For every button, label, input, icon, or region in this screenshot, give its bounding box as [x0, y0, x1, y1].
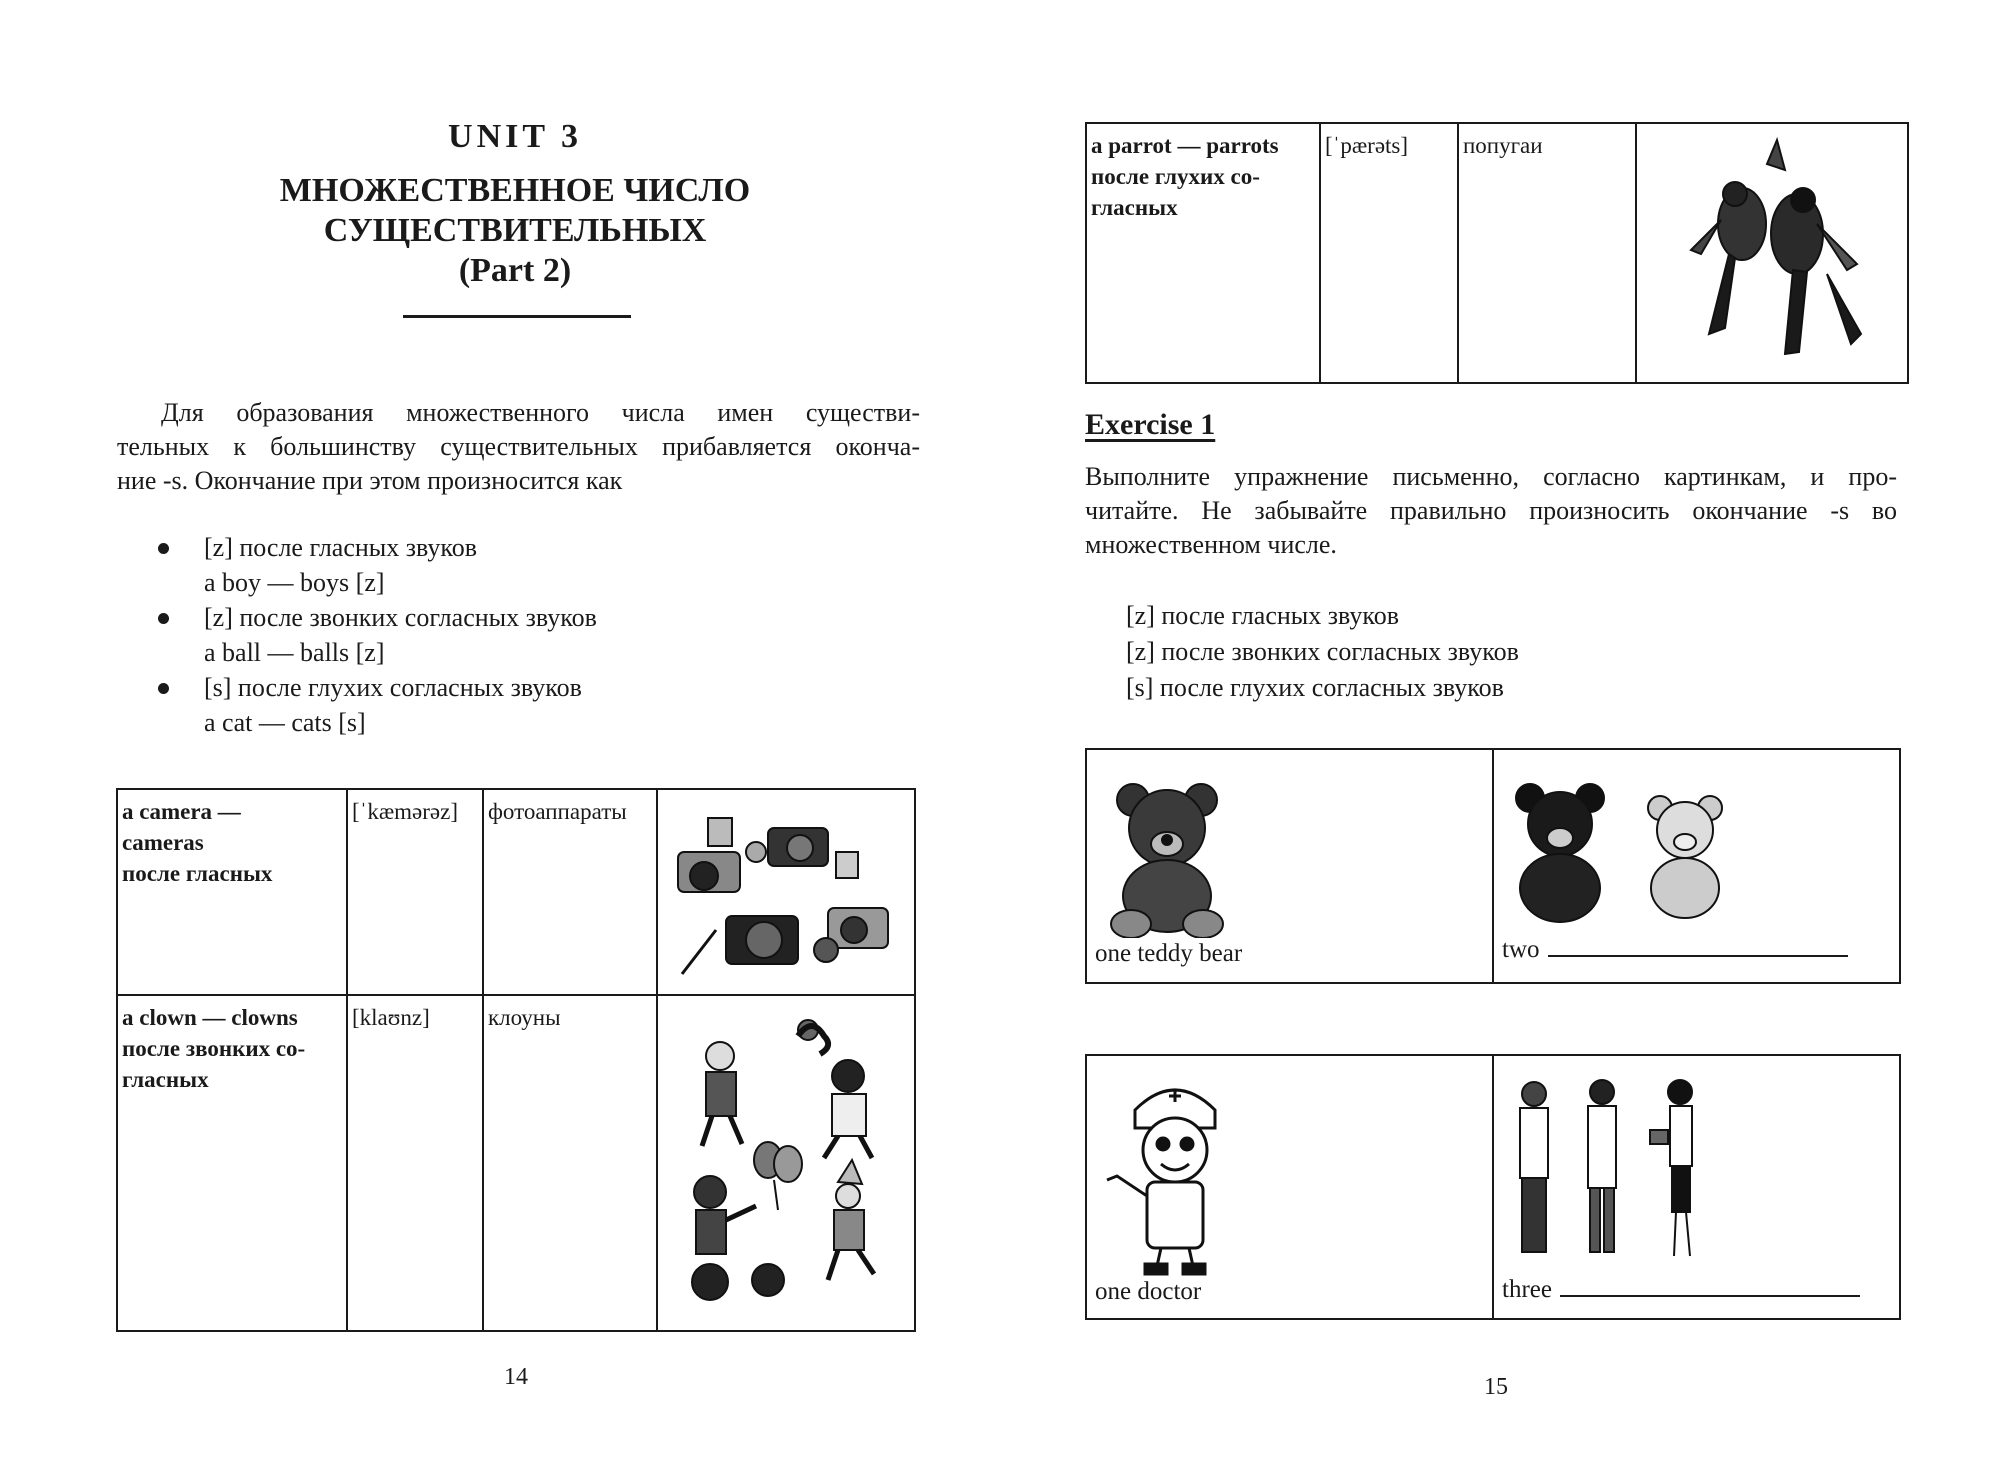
answer-blank[interactable] [1548, 951, 1848, 957]
doctor-picture [1095, 1070, 1245, 1280]
word-cell [117, 995, 347, 1331]
table-row [1086, 123, 1908, 383]
word-line: a clown — clowns [122, 1005, 298, 1030]
word-line: a parrot — parrots [1091, 133, 1279, 158]
rule-example: a ball — balls [z] [204, 638, 385, 667]
rule-text: [z] после гласных звуков [204, 533, 477, 562]
singular-cell [1087, 1056, 1492, 1318]
right-page [1000, 0, 2000, 1468]
teddy-bear-picture [1097, 778, 1237, 938]
list-item [158, 530, 597, 600]
doctors-picture [1504, 1070, 1734, 1280]
bullet-icon [158, 543, 169, 554]
word-cell [1086, 123, 1320, 383]
translation-cell: попугаи [1458, 123, 1636, 383]
instruction-line: Выполните упражнение письменно, согласно картинкам, и про- [1085, 462, 1897, 491]
picture-cell [657, 789, 915, 995]
pronunciation-rules-list [158, 530, 597, 740]
list-item [158, 670, 597, 740]
rule-example: a boy — boys [z] [204, 568, 385, 597]
page-number: 14 [504, 1364, 528, 1390]
rule-text: [s] после глухих согласных звуков [204, 673, 582, 702]
word-line: a camera — [122, 799, 241, 824]
plural-prompt-word: two [1502, 936, 1540, 963]
teddy-bears-picture [1504, 778, 1754, 928]
list-item: [s] после глухих согласных звуков [1126, 673, 1504, 702]
picture-cell [657, 995, 915, 1331]
translation-cell: клоуны [483, 995, 657, 1331]
word-line: после гласных [122, 861, 273, 886]
transcription-cell: [klaʊnz] [347, 995, 483, 1331]
exercise-instruction [1085, 460, 1897, 562]
intro-line: Для образования множественного числа имен существи- [161, 398, 920, 427]
clowns-picture [658, 996, 914, 1322]
plural-cell [1492, 1056, 1899, 1318]
cameras-picture [658, 790, 914, 986]
transcription-cell: [ˈpærəts] [1320, 123, 1458, 383]
exercise-item-teddy-bear [1085, 748, 1901, 984]
plural-prompt-word: three [1502, 1276, 1552, 1303]
list-item [158, 600, 597, 670]
word-line: гласных [1091, 195, 1178, 220]
translation-cell: фотоаппараты [483, 789, 657, 995]
title-line-3: (Part 2) [458, 252, 572, 289]
vocabulary-table [1085, 122, 1909, 384]
word-cell [117, 789, 347, 995]
plural-prompt [1502, 1276, 1860, 1304]
exercise-item-doctor [1085, 1054, 1901, 1320]
picture-cell [1636, 123, 1908, 383]
plural-prompt [1502, 936, 1848, 964]
transcription-cell: [ˈkæmərəz] [347, 789, 483, 995]
intro-line: ние -s. Окончание при этом произносится как [117, 466, 623, 495]
unit-title: UNIT 3 [448, 118, 582, 155]
title-line-2: СУЩЕСТВИТЕЛЬНЫХ [323, 212, 707, 249]
title-underline [403, 315, 631, 318]
bullet-icon [158, 683, 169, 694]
word-line: cameras [122, 830, 204, 855]
instruction-line: множественном числе. [1085, 530, 1337, 559]
instruction-line: читайте. Не забывайте правильно произносить окончание -s во [1085, 496, 1897, 525]
table-row [117, 789, 915, 995]
parrots-picture [1637, 124, 1907, 374]
page-number: 15 [1484, 1374, 1508, 1400]
intro-paragraph [117, 396, 920, 498]
list-item: [z] после звонких согласных звуков [1126, 637, 1519, 666]
rule-text: [z] после звонких согласных звуков [204, 603, 597, 632]
table-row [117, 995, 915, 1331]
word-line: после звонких со- [122, 1036, 306, 1061]
singular-caption: one doctor [1095, 1278, 1202, 1305]
singular-caption: one teddy bear [1095, 940, 1243, 967]
exercise-title: Exercise 1 [1085, 408, 1216, 441]
intro-line: тельных к большинству существительных прибавляется оконча- [117, 432, 920, 461]
title-line-1: МНОЖЕСТВЕННОЕ ЧИСЛО [279, 172, 751, 209]
answer-blank[interactable] [1560, 1291, 1860, 1297]
rule-example: a cat — cats [s] [204, 708, 366, 737]
word-line: после глухих со- [1091, 164, 1260, 189]
plural-cell [1492, 750, 1899, 982]
singular-cell [1087, 750, 1492, 982]
bullet-icon [158, 613, 169, 624]
vocabulary-table [116, 788, 916, 1332]
list-item: [z] после гласных звуков [1126, 601, 1399, 630]
sound-rules-list [1126, 598, 1519, 706]
word-line: гласных [122, 1067, 209, 1092]
